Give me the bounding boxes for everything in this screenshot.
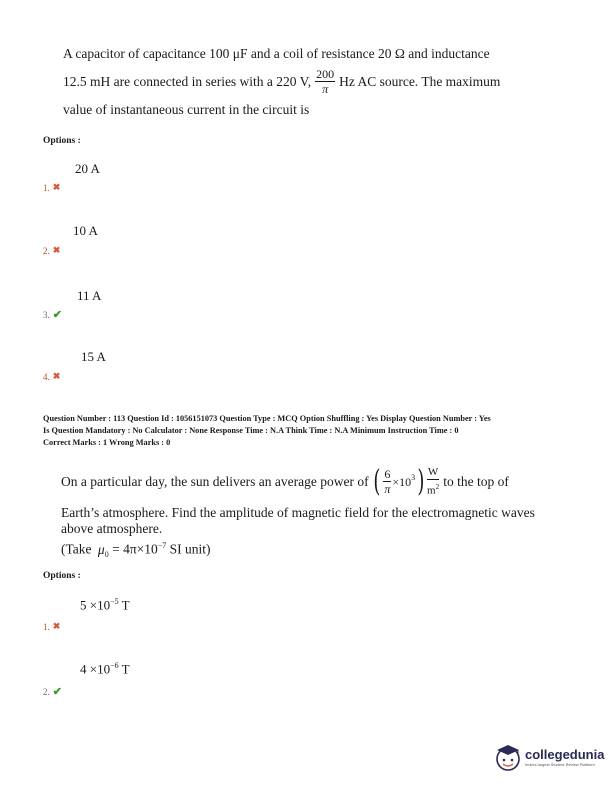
- q1-option-2-number: [43, 245, 60, 256]
- unit-numerator: W: [427, 466, 439, 478]
- q2-line-4-pre: (Take: [61, 541, 92, 557]
- right-paren: ): [417, 463, 425, 499]
- times-ten: ×10: [392, 474, 412, 489]
- frequency-numerator: 200: [316, 67, 335, 81]
- unit-denominator-base: m: [427, 484, 436, 497]
- q2-line-4: [61, 538, 211, 563]
- left-paren: (: [372, 463, 380, 499]
- option-number: 1.: [43, 182, 50, 193]
- q2-line-2: Earth’s atmosphere. Find the amplitude of magnetic field for the electromagnetic waves: [61, 505, 535, 520]
- q2-options-label: Options :: [43, 571, 81, 581]
- q1-line-3: value of instantaneous current in the circuit is: [63, 102, 310, 117]
- option-number: 2.: [43, 245, 50, 256]
- q2-option-1-text[interactable]: [80, 597, 130, 613]
- question-meta-line-2: Is Question Mandatory : No Calculator : None Response Time : N.A Think Time : N.A Minimum Instruction Time : 0: [43, 426, 459, 435]
- option-exponent: −6: [110, 661, 119, 670]
- cross-icon: ✖: [52, 182, 61, 192]
- q2-line-4-exponent: −7: [157, 541, 167, 550]
- frequency-fraction: [315, 68, 335, 96]
- power-exponent: 3: [411, 472, 416, 482]
- q1-option-1-text[interactable]: 20 A: [75, 161, 100, 176]
- q2-option-2-text[interactable]: [80, 661, 130, 677]
- power-numerator: 6: [384, 466, 391, 481]
- graduate-avatar-icon: [494, 742, 522, 772]
- option-number: 3.: [43, 309, 50, 320]
- logo-name: collegedunia: [525, 746, 605, 762]
- cross-icon: ✖: [52, 371, 61, 381]
- power-denominator: π: [384, 481, 391, 496]
- q2-line-1-pre: On a particular day, the sun delivers an average power of: [61, 473, 369, 489]
- frequency-denominator: π: [322, 82, 329, 96]
- q1-line-2-pre: 12.5 mH are connected in series with a 220 V,: [63, 74, 312, 89]
- option-number: 4.: [43, 371, 50, 382]
- option-base: 4 ×10: [80, 661, 111, 677]
- question-meta-line-1: Question Number : 113 Question Id : 1056151073 Question Type : MCQ Option Shuffling : Yes Display Question Number : Yes: [43, 414, 491, 423]
- q2-option-2-number: [43, 685, 62, 698]
- q2-line-4-post: SI unit): [169, 541, 211, 557]
- check-icon: ✔: [52, 309, 62, 321]
- option-base: 5 ×10: [80, 597, 111, 613]
- q1-option-3-number: [43, 308, 62, 321]
- q1-option-3-text[interactable]: 11 A: [77, 288, 102, 303]
- q2-option-1-number: [43, 621, 60, 632]
- power-fraction: [383, 468, 391, 496]
- cross-icon: ✖: [52, 621, 61, 631]
- q2-line-3: above atmosphere.: [61, 521, 163, 536]
- logo-tagline: India's largest Student Review Platform: [525, 761, 595, 767]
- option-exponent: −5: [110, 597, 119, 606]
- option-unit: T: [121, 597, 130, 613]
- check-icon: ✔: [52, 686, 62, 698]
- q1-option-4-text[interactable]: 15 A: [81, 349, 106, 364]
- q1-line-2: [63, 68, 500, 96]
- q1-option-1-number: [43, 182, 60, 193]
- question-meta-line-3: Correct Marks : 1 Wrong Marks : 0: [43, 438, 171, 447]
- q1-line-1: A capacitor of capacitance 100 μF and a coil of resistance 20 Ω and inductance: [63, 46, 490, 61]
- unit-denominator-exponent: 2: [435, 483, 440, 491]
- q1-option-4-number: [43, 371, 60, 382]
- q1-option-2-text[interactable]: 10 A: [73, 223, 98, 238]
- unit-denominator: [427, 480, 439, 498]
- option-unit: T: [121, 661, 130, 677]
- option-number: 2.: [43, 686, 50, 697]
- mu-subscript: 0: [104, 550, 109, 560]
- unit-fraction: [427, 466, 439, 498]
- q1-line-2-post: Hz AC source. The maximum: [339, 74, 501, 89]
- q1-options-label: Options :: [43, 136, 81, 146]
- cross-icon: ✖: [52, 245, 61, 255]
- q2-line-1: [61, 463, 509, 499]
- option-number: 1.: [43, 621, 50, 632]
- q2-line-4-mid: = 4π×10: [112, 541, 158, 557]
- collegedunia-logo: [494, 742, 604, 772]
- q2-line-1-post: to the top of: [443, 473, 509, 489]
- mu-symbol: μ: [97, 541, 105, 557]
